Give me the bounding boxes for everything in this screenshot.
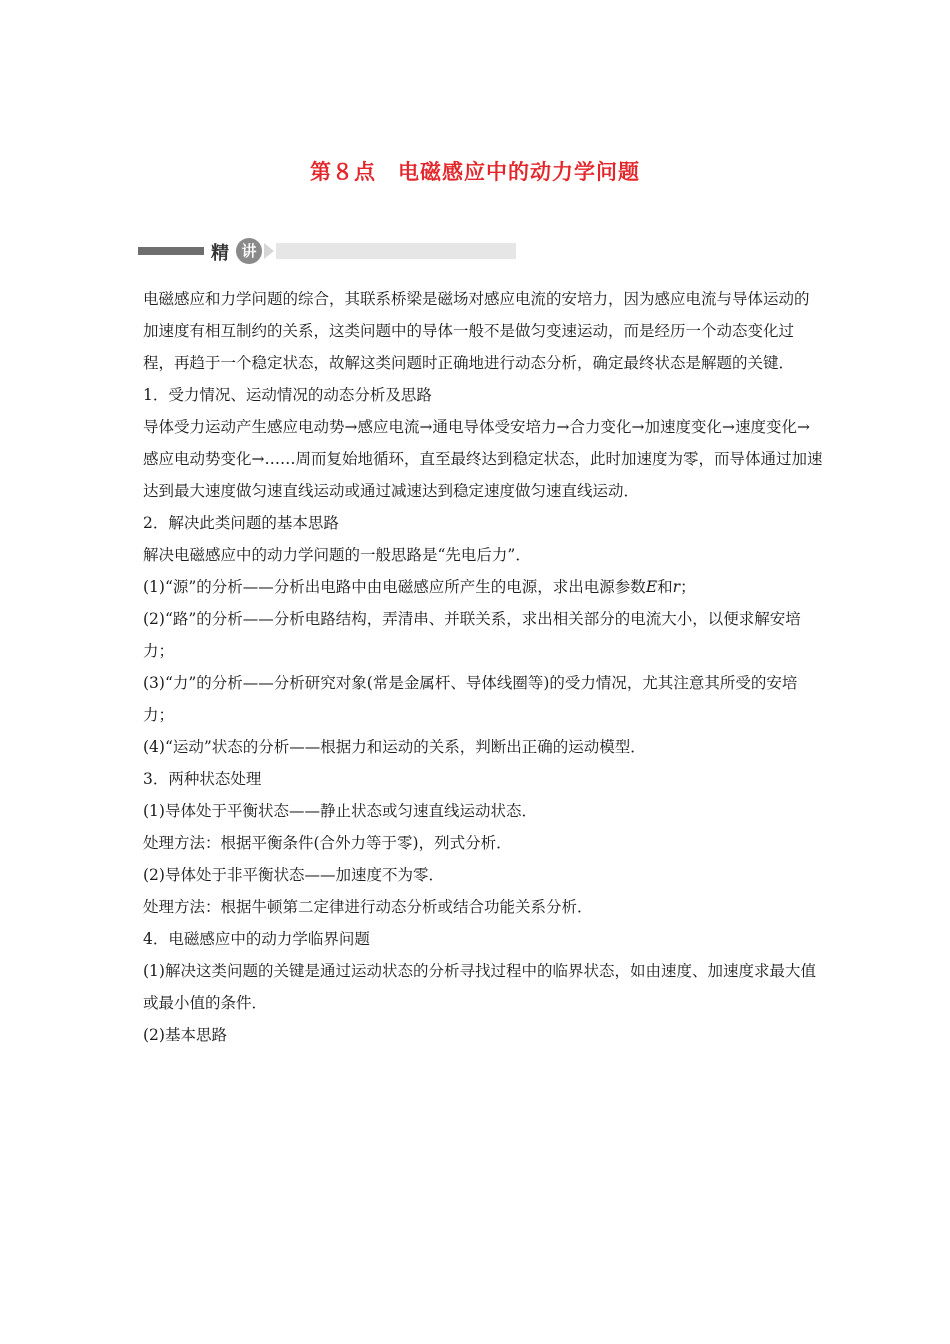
banner-arrow-icon [264, 243, 274, 259]
list-item-source: (1)“源”的分析——分析出电路中由电磁感应所产生的电源，求出电源参数E和r； [143, 578, 696, 596]
symbol-r: r [672, 578, 681, 596]
section-heading-4: 4．电磁感应中的动力学临界问题 [143, 930, 370, 948]
paragraph: (1)解决这类问题的关键是通过运动状态的分析寻找过程中的临界状态，如由速度、加速度求最大值或最小值的条件． [143, 962, 816, 1012]
paragraph: (2)基本思路 [143, 1026, 227, 1044]
section-heading-3: 3．两种状态处理 [143, 770, 262, 788]
banner-bar-left [138, 247, 204, 255]
symbol-E: E [645, 578, 658, 596]
banner-bar-right [276, 243, 516, 259]
intro-paragraph: 电磁感应和力学问题的综合，其联系桥梁是磁场对感应电流的安培力，因为感应电流与导体运动的加速度有相互制约的关系，这类问题中的导体一般不是做匀变速运动，而是经历一个动态变化过程，再趋于一个稳定状态，故解这类问题时正确地进行动态分析，确定最终状态是解题的关键． [143, 290, 810, 372]
paragraph: 处理方法：根据牛顿第二定律进行动态分析或结合功能关系分析． [143, 898, 593, 916]
section-banner [138, 238, 518, 264]
page-title: 第８点 电磁感应中的动力学问题 [310, 160, 640, 184]
section-heading-2: 2．解决此类问题的基本思路 [143, 514, 339, 532]
paragraph: 导体受力运动产生感应电动势→感应电流→通电导体受安培力→合力变化→加速度变化→速度变化→感应电动势变化→……周而复始地循环，直至最终达到稳定状态，此时加速度为零，而导体通过加速达到最大速度做匀速直线运动或通过减速达到稳定速度做匀速直线运动． [143, 418, 823, 500]
document-body [143, 283, 823, 1051]
section-heading-1: 1．受力情况、运动情况的动态分析及思路 [143, 386, 432, 404]
paragraph: (2)导体处于非平衡状态——加速度不为零． [143, 866, 444, 884]
list-item-motion: (4)“运动”状态的分析——根据力和运动的关系，判断出正确的运动模型． [143, 738, 646, 756]
banner-label: 精 [211, 243, 229, 264]
list-item-circuit: (2)“路”的分析——分析电路结构，弄清串、并联关系，求出相关部分的电流大小，以便求解安培力； [143, 610, 801, 660]
list-item-force: (3)“力”的分析——分析研究对象(常是金属杆、导体线圈等)的受力情况，尤其注意其所受的安培力； [143, 674, 798, 724]
paragraph: 解决电磁感应中的动力学问题的一般思路是“先电后力”． [143, 546, 531, 564]
banner-badge: 讲 [236, 238, 262, 264]
paragraph: 处理方法：根据平衡条件(合外力等于零)，列式分析． [143, 834, 512, 852]
paragraph: (1)导体处于平衡状态——静止状态或匀速直线运动状态． [143, 802, 537, 820]
